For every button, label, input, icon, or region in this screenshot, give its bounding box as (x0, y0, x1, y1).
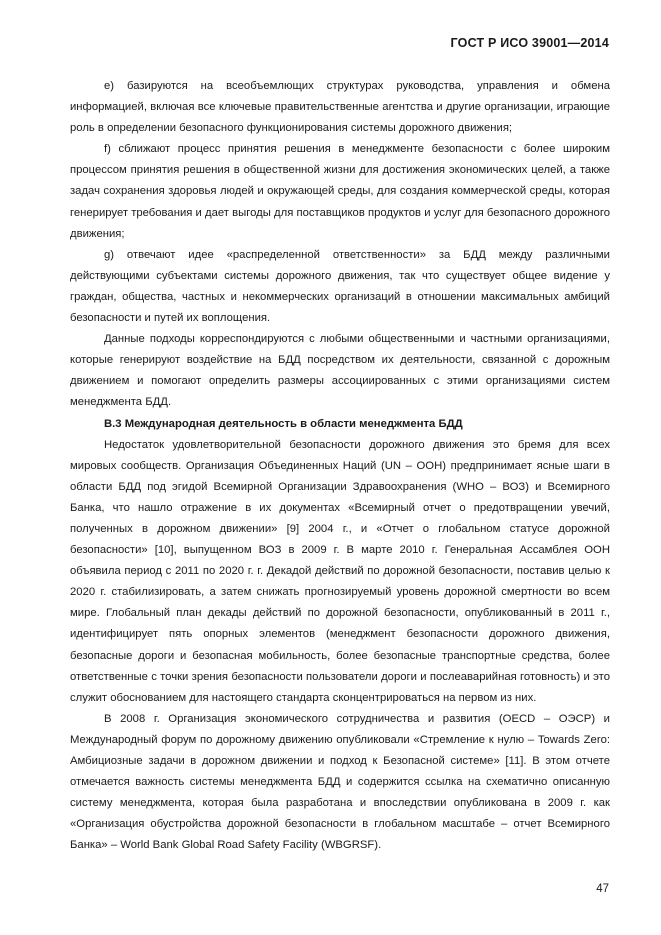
page-number: 47 (596, 883, 609, 895)
paragraph-g: g) отвечают идее «распределенной ответственности» за БДД между различными действующими субъектами системы дорожного движения, так что существует общее видение у граждан, общества, частных и некоммерческих организаций в отношении максимальных амбиций безопасности и путей их воплощения. (70, 248, 610, 325)
document-header: ГОСТ Р ИСО 39001—2014 (450, 36, 609, 50)
paragraph-approaches: Данные подходы корреспондируются с любыми общественными и частными организациями, которые генерируют воздействие на БДД посредством их деятельности, связанной с дорожным движением и помогают определить размеры ассоциированных с этими организациями систем менеджмента БДД. (70, 333, 610, 409)
paragraph-international-1: Недостаток удовлетворительной безопасности дорожного движения это бремя для всех мировых сообществ. Организация Объединенных Наций (UN – ООН) предпринимает ясные шаги в области БДД под эгидой Всемирной Организации Здравоохранения (WHO – ВОЗ) и Всемирного Банка, что нашло отражение в их документах «Всемирный отчет о предотвращении увечий, полученных в дорожном движении» [9] 2004 г., и «Отчет о глобальном статусе дорожной безопасности» [10], выпущенном ВОЗ в 2009 г. В марте 2010 г. Генеральная Ассамблея ООН объявила период с 2011 по 2020 г. г. Декадой действий по дорожной безопасности, поставив целью к 2020 г. стабилизировать, а затем снижать прогнозируемый уровень дорожной смертности во всем мире. Глобальный план декады действий по дорожной безопасности, опубликованный в 2011 г., идентифицирует пять опорных элементов (менеджмент безопасности дорожного движения, безопасные дороги и безопасная мобильность, более безопасные транспортные средства, более ответственные с точки зрения безопасности пользователи дороги и послеаварийная готовность) и это служит обоснованием для настоящего стандарта сконцентрироваться на первом из них. (70, 438, 610, 704)
document-body (70, 76, 610, 856)
section-heading: В.3 Международная деятельность в области менеджмента БДД (104, 417, 463, 430)
paragraph-f: f) сближают процесс принятия решения в менеджменте безопасности с более широким процессом принятия решения в общественной жизни для достижения экономических целей, а также задач сохранения здоровья людей и окружающей среды, для создания коммерческой среды, которая генерирует требования и дает выгоды для поставщиков продуктов и услуг для безопасного дорожного движения; (70, 143, 610, 240)
paragraph-e: e) базируются на всеобъемлющих структурах руководства, управления и обмена информацией, включая все ключевые правительственные агентства и другие организации, играющие роль в определении безопасного функционирования системы дорожного движения; (70, 80, 610, 135)
paragraph-international-2: В 2008 г. Организация экономического сотрудничества и развития (OECD – ОЭСР) и Международный форум по дорожному движению опубликовали «Стремление к нулю – Towards Zero: Амбициозные задачи в дорожном движении и подход к Безопасной системе» [11]. В этом отчете отмечается важность системы менеджмента БДД и содержится ссылка на схематично описанную систему менеджмента, которая была разработана и впоследствии опубликована в 2009 г. как «Организация обустройства дорожной безопасности в глобальном масштабе – отчет Всемирного Банка» – World Bank Global Road Safety Facility (WBGRSF). (70, 712, 610, 852)
